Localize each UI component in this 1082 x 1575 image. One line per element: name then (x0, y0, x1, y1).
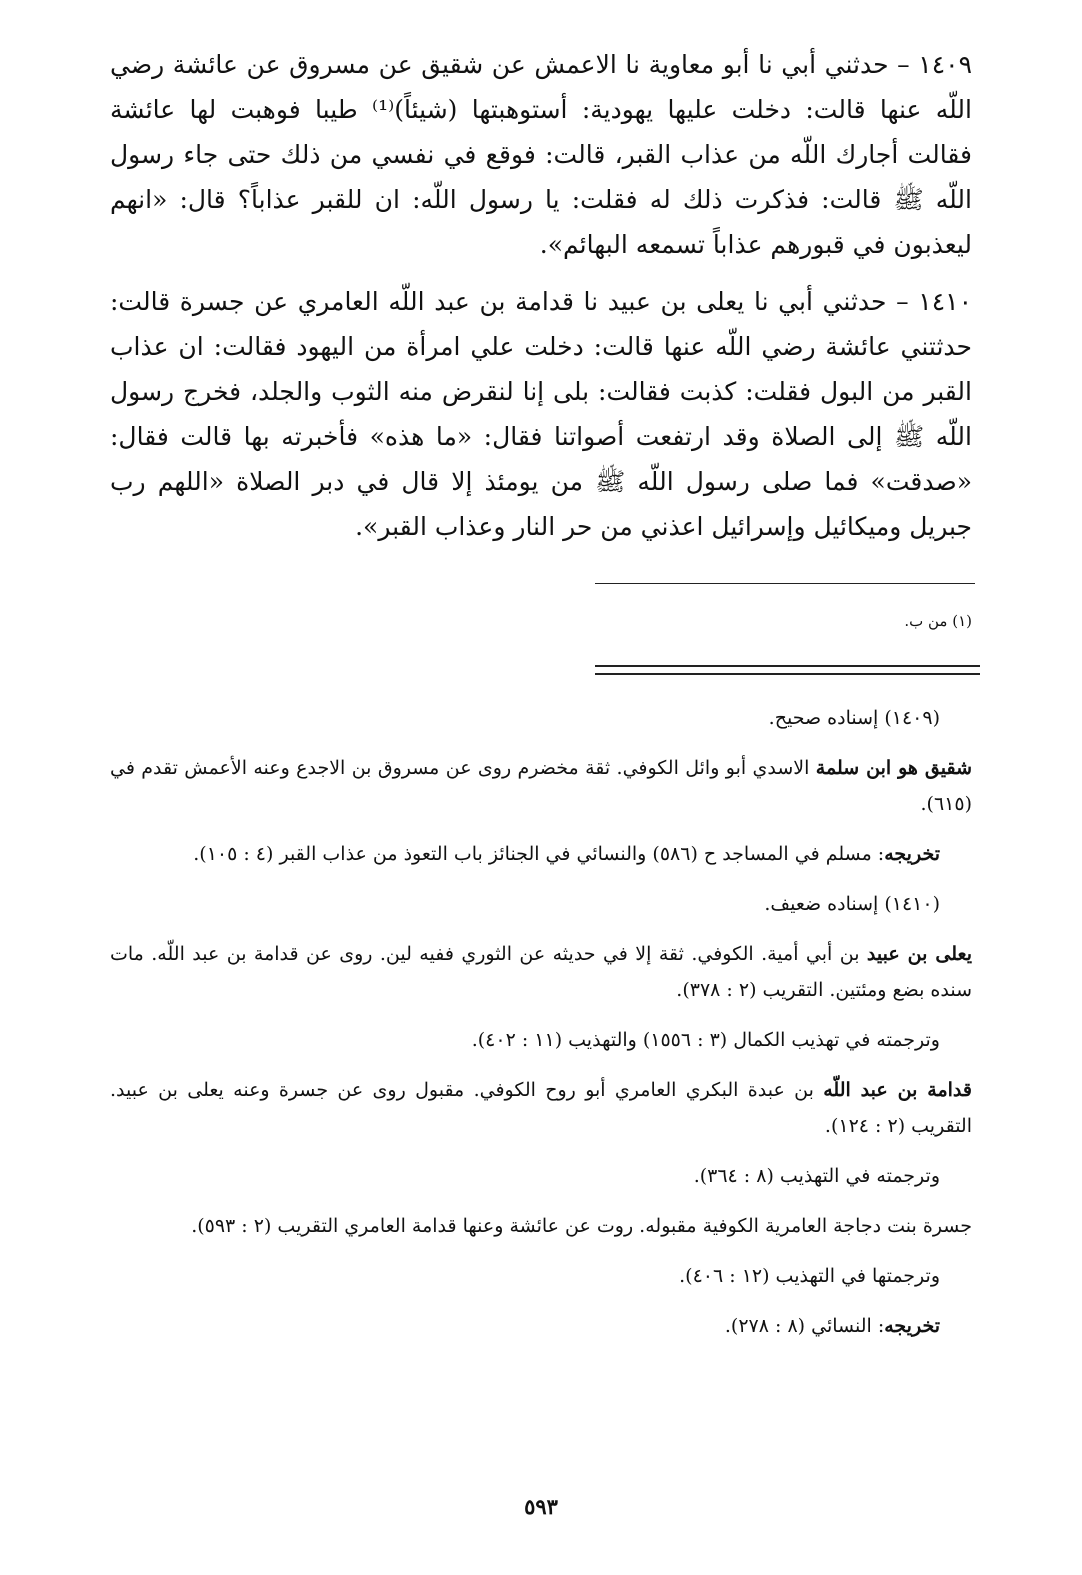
hadith-text: حدثني أبي نا يعلى بن عبيد نا قدامة بن عبد اللّه العامري عن جسرة قالت: حدثتني عائشة رضي اللّه عنها قالت: دخلت علي امرأة من اليهود فقالت: ان عذاب القبر من البول فقلت: كذبت فقالت: بلى إنا لنقرض منه الثوب والجلد، فخرج رسول اللّه ﷺ إلى الصلاة وقد ارتفعت أصواتنا فقال: «ما هذه» فأخبرته بها قالت فقال: «صدقت» فما صلى رسول اللّه ﷺ من يومئذ إلا قال في دبر الصلاة «اللهم رب جبريل وميكائيل وإسرائيل اعذني من حر النار وعذاب القبر». (110, 287, 972, 541)
commentary-text: : مسلم في المساجد ح (٥٨٦) والنسائي في الجنائز باب التعوذ من عذاب القبر (٤ : ١٠٥). (193, 843, 885, 865)
commentary-text: (١٤٠٩) إسناده صحيح. (768, 707, 940, 729)
commentary-paragraph (110, 1022, 972, 1058)
hadith-number: ١٤١٠ (918, 287, 973, 316)
commentary-bold: تخريجه (884, 1315, 940, 1337)
commentary-paragraph (110, 1308, 972, 1344)
commentary-paragraph (110, 1208, 972, 1244)
page-number: ٥٩٣ (524, 1494, 558, 1519)
commentary-text: وترجمته في التهذيب (٨ : ٣٦٤). (693, 1165, 940, 1187)
hadith-1409 (110, 42, 972, 267)
commentary-text: بن عبدة البكري العامري أبو روح الكوفي. مقبول روى عن جسرة وعنه يعلى بن عبيد. التقريب (٢ : ١٢٤). (110, 1079, 972, 1137)
commentary-paragraph (110, 700, 972, 736)
hadith-text: حدثني أبي نا أبو معاوية نا الاعمش عن شقيق عن مسروق عن عائشة رضي اللّه عنها قالت: دخلت عليها يهودية: أستوهبتها (شيئاً)⁽¹⁾ طيبا فوهبت لها عائشة فقالت أجارك اللّه من عذاب القبر، قالت: فوقع في نفسي من ذلك حتى جاء رسول اللّه ﷺ قالت: فذكرت ذلك له فقلت: يا رسول اللّه: ان للقبر عذاباً؟ قال: «انهم ليعذبون في قبورهم عذاباً تسمعه البهائم». (110, 50, 972, 259)
main-text (110, 42, 972, 561)
commentary-text: : النسائي (٨ : ٢٧٨). (724, 1315, 885, 1337)
commentary-text: جسرة بنت دجاجة العامرية الكوفية مقبوله. روت عن عائشة وعنها قدامة العامري التقريب (٢ : ٥٩٣). (191, 1215, 972, 1237)
commentary-paragraph (110, 836, 972, 872)
hadith-dash: – (888, 50, 910, 79)
footnote: (١) من ب. (904, 612, 972, 630)
commentary-paragraph (110, 1072, 972, 1144)
commentary-bold: يعلى بن عبيد (866, 943, 972, 965)
commentary-paragraph (110, 936, 972, 1008)
commentary-bold: شقيق هو ابن سلمة (815, 757, 972, 779)
commentary-text: (١٤١٠) إسناده ضعيف. (764, 893, 940, 915)
commentary-text: الاسدي أبو وائل الكوفي. ثقة مخضرم روى عن مسروق بن الاجدع وعنه الأعمش تقدم في (٦١٥). (110, 757, 972, 815)
hadith-dash: – (886, 287, 909, 316)
commentary-text: وترجمتها في التهذيب (١٢ : ٤٠٦). (679, 1265, 940, 1287)
hadith-number: ١٤٠٩ (918, 50, 972, 79)
commentary-paragraph (110, 886, 972, 922)
commentary-text: بن أبي أمية. الكوفي. ثقة إلا في حديثه عن الثوري ففيه لين. روى عن قدامة بن عبد اللّه. مات سنده بضع ومئتين. التقريب (٢ : ٣٧٨). (110, 943, 972, 1001)
commentary-section (110, 700, 972, 1358)
hadith-1410 (110, 279, 972, 549)
commentary-text: وترجمته في تهذيب الكمال (٣ : ١٥٥٦) والتهذيب (١١ : ٤٠٢). (471, 1029, 940, 1051)
commentary-bold: تخريجه (884, 843, 940, 865)
commentary-paragraph (110, 1158, 972, 1194)
commentary-bold: قدامة بن عبد اللّه (823, 1079, 972, 1101)
commentary-paragraph (110, 1258, 972, 1294)
commentary-separator-bottom (595, 673, 980, 675)
footnote-separator (595, 583, 975, 584)
commentary-paragraph (110, 750, 972, 822)
commentary-separator-top (595, 665, 980, 667)
